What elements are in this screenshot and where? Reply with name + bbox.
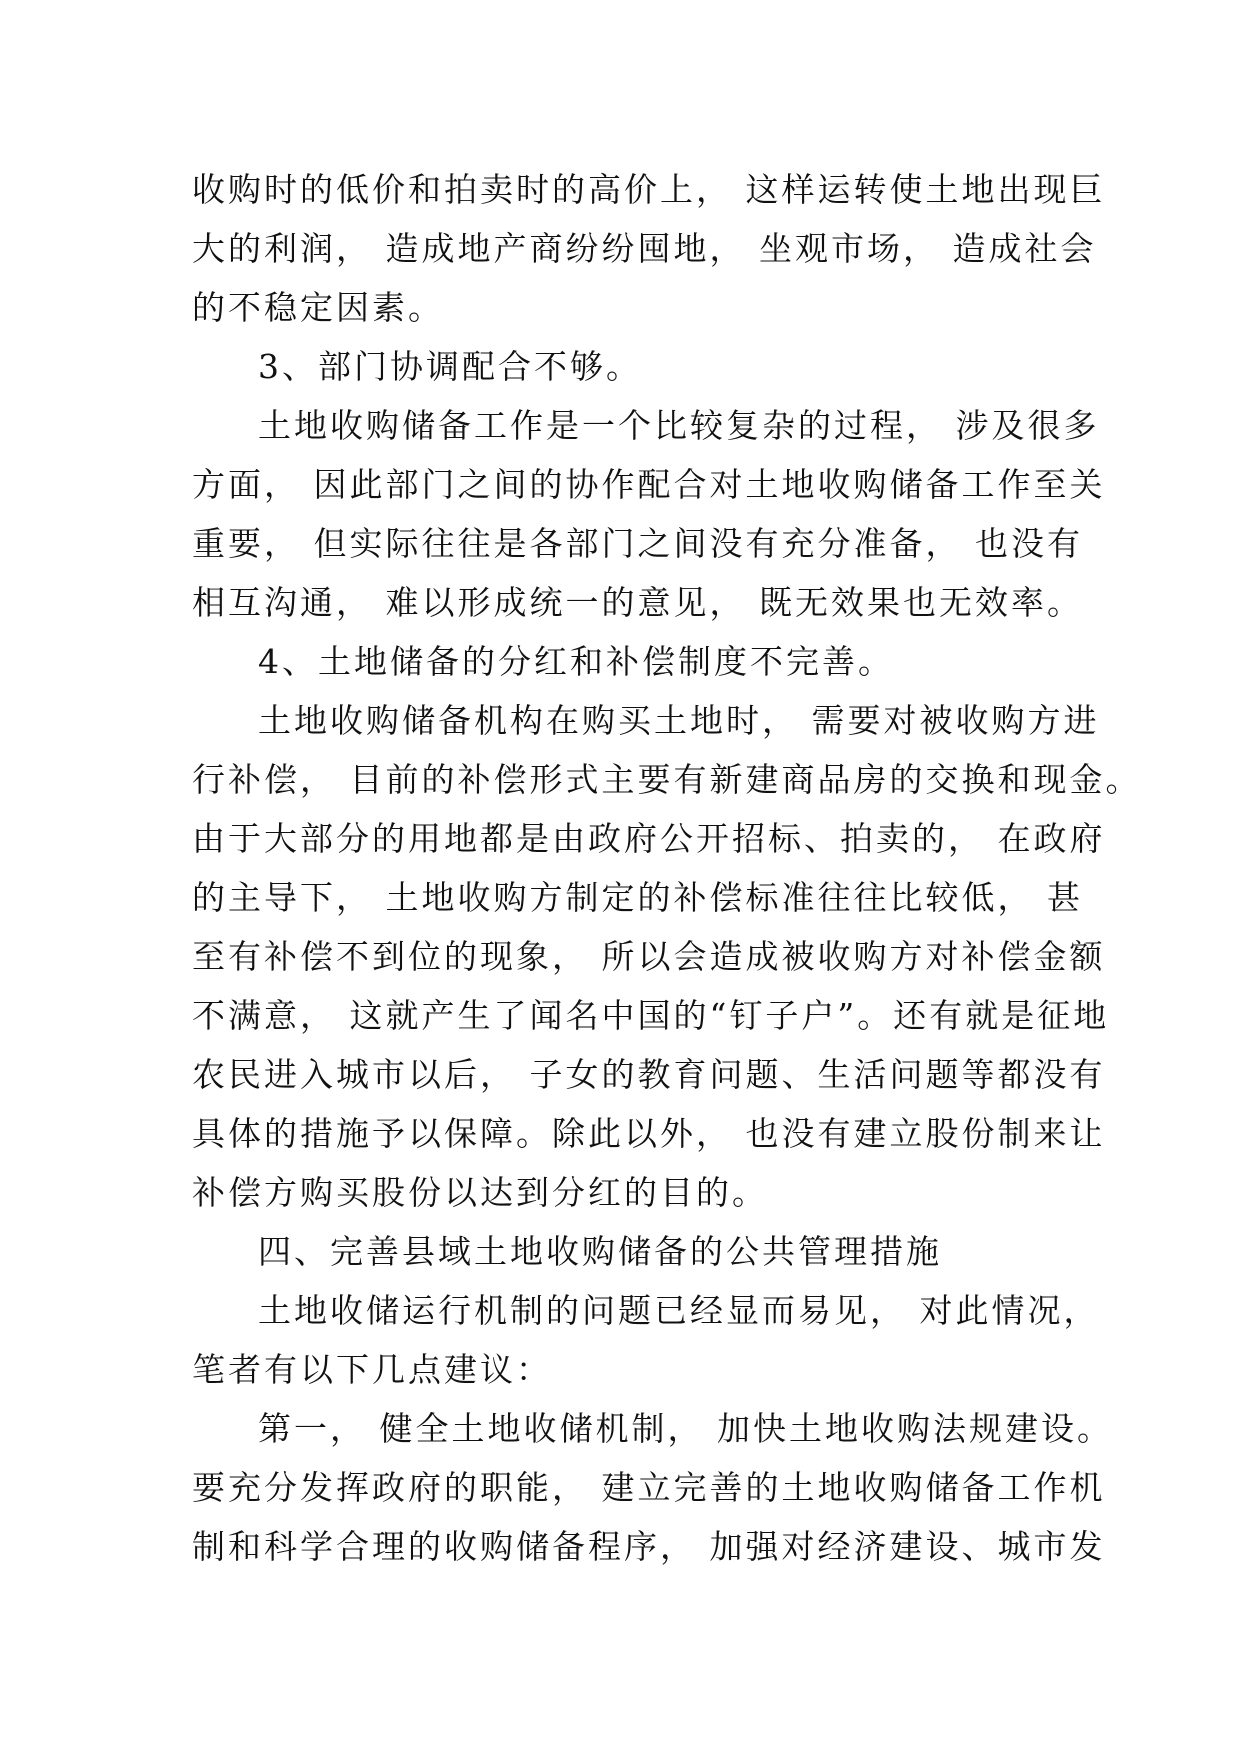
text-line: 不满意， 这就产生了闻名中国的“钉子户”。还有就是征地 bbox=[192, 996, 1110, 1035]
text-line: 笔者有以下几点建议： bbox=[192, 1350, 552, 1389]
section-heading-4: 4、土地储备的分红和补偿制度不完善。 bbox=[258, 642, 894, 681]
text-line: 第一， 健全土地收储机制， 加快土地收购法规建设。 bbox=[258, 1409, 1113, 1448]
text-line: 由于大部分的用地都是由政府公开招标、拍卖的， 在政府 bbox=[192, 819, 1106, 858]
text-line: 制和科学合理的收购储备程序， 加强对经济建设、城市发 bbox=[192, 1527, 1106, 1566]
text-line: 的不稳定因素。 bbox=[192, 288, 444, 327]
text-line: 土地收购储备工作是一个比较复杂的过程， 涉及很多 bbox=[258, 406, 1100, 445]
text-line: 土地收购储备机构在购买土地时， 需要对被收购方进 bbox=[258, 701, 1100, 740]
text-line: 补偿方购买股份以达到分红的目的。 bbox=[192, 1173, 768, 1212]
body-text bbox=[192, 160, 1142, 1576]
text-line: 收购时的低价和拍卖时的高价上， 这样运转使土地出现巨 bbox=[192, 170, 1106, 209]
text-line: 方面， 因此部门之间的协作配合对土地收购储备工作至关 bbox=[192, 465, 1106, 504]
chapter-heading-4: 四、完善县域土地收购储备的公共管理措施 bbox=[258, 1232, 942, 1271]
text-line: 的主导下， 土地收购方制定的补偿标准往往比较低， 甚 bbox=[192, 878, 1083, 917]
section-heading-3: 3、部门协调配合不够。 bbox=[258, 347, 642, 386]
text-line: 土地收储运行机制的问题已经显而易见， 对此情况， bbox=[258, 1291, 1100, 1330]
text-line: 农民进入城市以后， 子女的教育问题、生活问题等都没有 bbox=[192, 1055, 1106, 1094]
text-line: 相互沟通， 难以形成统一的意见， 既无效果也无效率。 bbox=[192, 583, 1083, 622]
text-line: 行补偿， 目前的补偿形式主要有新建商品房的交换和现金。 bbox=[192, 760, 1142, 799]
text-line: 重要， 但实际往往是各部门之间没有充分准备， 也没有 bbox=[192, 524, 1083, 563]
text-line: 具体的措施予以保障。除此以外， 也没有建立股份制来让 bbox=[192, 1114, 1106, 1153]
text-line: 要充分发挥政府的职能， 建立完善的土地收购储备工作机 bbox=[192, 1468, 1106, 1507]
text-line: 大的利润， 造成地产商纷纷囤地， 坐观市场， 造成社会 bbox=[192, 229, 1097, 268]
text-line: 至有补偿不到位的现象， 所以会造成被收购方对补偿金额 bbox=[192, 937, 1106, 976]
